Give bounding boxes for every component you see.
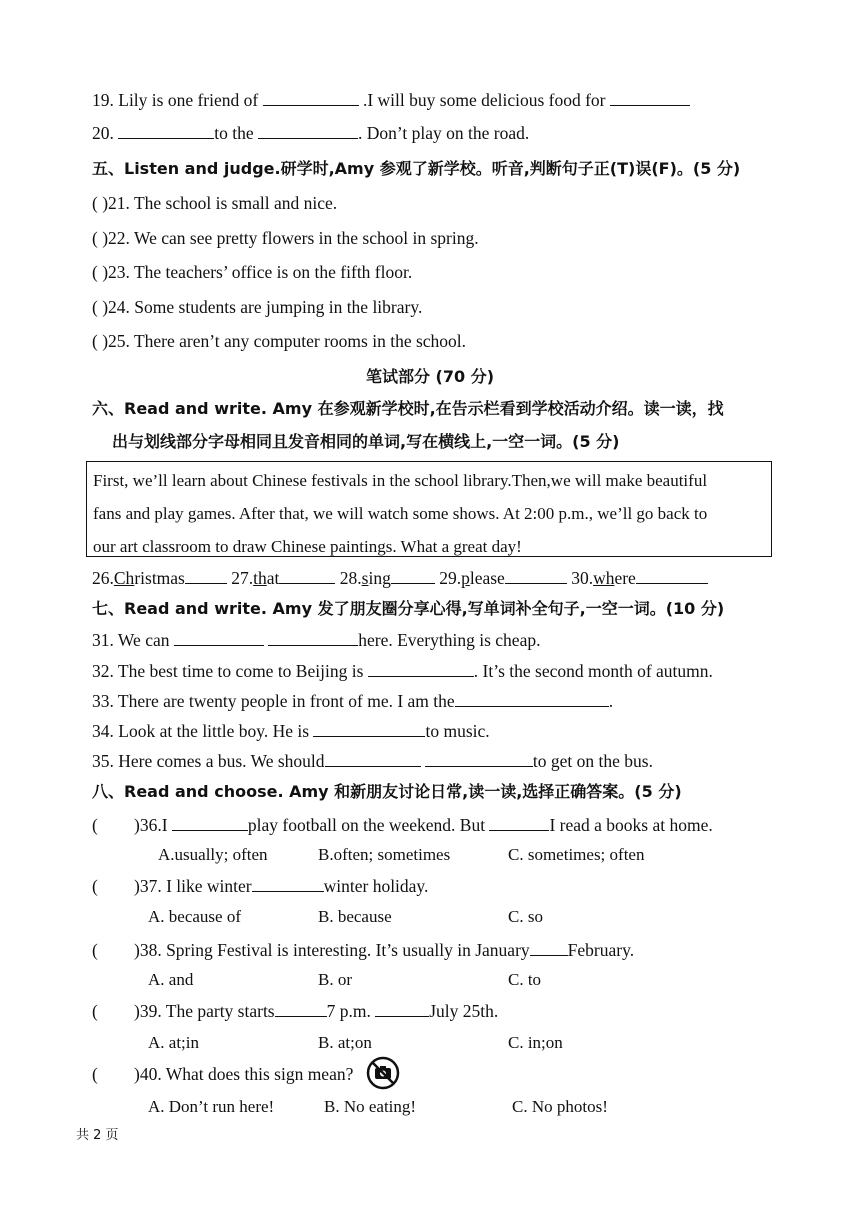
judge-item: ( )25. There aren’t any computer rooms in the school. <box>92 331 467 351</box>
question-40: ( )40. What does this sign mean? <box>92 1064 354 1084</box>
blank[interactable] <box>391 567 435 584</box>
blank[interactable] <box>425 750 533 767</box>
option-b[interactable]: B. No eating! <box>324 1097 417 1116</box>
notice-passage <box>86 461 772 557</box>
blank[interactable] <box>263 89 359 106</box>
section-6-heading-cont: 出与划线部分字母相同且发音相同的单词,写在横线上,一空一词。(5 分) <box>112 432 620 451</box>
option-c[interactable]: C. in;on <box>508 1033 563 1052</box>
section-7-heading: 七、Read and write. Amy 发了朋友圈分享心得,写单词补全句子,一空一词。(10 分) <box>92 599 725 618</box>
judge-item: ( )24. Some students are jumping in the library. <box>92 297 423 317</box>
blank[interactable] <box>268 629 358 646</box>
blank[interactable] <box>313 720 425 737</box>
blank[interactable] <box>258 122 358 139</box>
blank[interactable] <box>252 875 324 892</box>
judge-item: ( )23. The teachers’ office is on the fifth floor. <box>92 262 413 282</box>
word-row: 26.Christmas 27.that 28.sing 29.please 30.where <box>92 567 708 589</box>
option-a[interactable]: A. Don’t run here! <box>148 1097 275 1116</box>
option-a[interactable]: A. and <box>148 970 194 989</box>
question-35: 35. Here comes a bus. We should to get on the bus. <box>92 751 653 771</box>
question-36: ( )36.I play football on the weekend. But I read a books at home. <box>92 815 713 835</box>
question-19: 19. Lily is one friend of .I will buy some delicious food for <box>92 89 690 111</box>
blank[interactable] <box>530 939 568 956</box>
blank[interactable] <box>172 814 248 831</box>
written-part-title: 笔试部分 (70 分) <box>365 367 495 386</box>
option-c[interactable]: C. to <box>508 970 542 989</box>
blank[interactable] <box>279 567 335 584</box>
blank[interactable] <box>489 814 549 831</box>
blank[interactable] <box>636 567 708 584</box>
question-31: 31. We can here. Everything is cheap. <box>92 630 541 650</box>
blank[interactable] <box>275 1000 327 1017</box>
option-b[interactable]: B. at;on <box>318 1033 372 1052</box>
blank[interactable] <box>610 89 690 106</box>
blank[interactable] <box>375 1000 429 1017</box>
option-c[interactable]: C. No photos! <box>512 1097 608 1116</box>
blank[interactable] <box>368 660 474 677</box>
option-b[interactable]: B. or <box>318 970 352 989</box>
option-a[interactable]: A. at;in <box>148 1033 199 1052</box>
question-33: 33. There are twenty people in front of me. I am the . <box>92 691 614 711</box>
section-6-heading: 六、Read and write. Amy 在参观新学校时,在告示栏看到学校活动介绍。读一读，找 <box>92 399 724 418</box>
blank[interactable] <box>455 690 609 707</box>
no-photos-sign-icon <box>366 1056 400 1090</box>
section-8-heading: 八、Read and choose. Amy 和新朋友讨论日常,读一读,选择正确答案。(5 分) <box>92 782 682 801</box>
option-b[interactable]: B. because <box>318 907 392 926</box>
blank[interactable] <box>118 122 214 139</box>
passage-line: our art classroom to draw Chinese paintings. What a great day! <box>93 537 522 556</box>
passage-line: First, we’ll learn about Chinese festivals in the school library.Then,we will make beautiful <box>93 471 708 490</box>
section-5-heading: 五、Listen and judge.研学时,Amy 参观了新学校。听音,判断句子正(T)误(F)。(5 分) <box>92 159 741 178</box>
judge-item: ( )21. The school is small and nice. <box>92 193 338 213</box>
question-34: 34. Look at the little boy. He is to music. <box>92 721 490 741</box>
blank[interactable] <box>185 567 227 584</box>
option-a[interactable]: A.usually; often <box>158 845 268 864</box>
question-39: ( )39. The party starts 7 p.m. July 25th. <box>92 1001 499 1021</box>
page-footer: 共 2 页 <box>76 1128 119 1143</box>
option-a[interactable]: A. because of <box>148 907 241 926</box>
question-20: 20. to the . Don’t play on the road. <box>92 123 530 143</box>
blank[interactable] <box>505 567 567 584</box>
judge-item: ( )22. We can see pretty flowers in the school in spring. <box>92 228 479 248</box>
blank[interactable] <box>174 629 264 646</box>
option-b[interactable]: B.often; sometimes <box>318 845 451 864</box>
option-c[interactable]: C. so <box>508 907 543 926</box>
question-37: ( )37. I like winter winter holiday. <box>92 876 429 896</box>
blank[interactable] <box>325 750 421 767</box>
option-c[interactable]: C. sometimes; often <box>508 845 645 864</box>
question-32: 32. The best time to come to Beijing is . It’s the second month of autumn. <box>92 661 713 681</box>
question-38: ( )38. Spring Festival is interesting. It’s usually in January February. <box>92 940 635 960</box>
passage-line: fans and play games. After that, we will watch some shows. At 2:00 p.m., we’ll go back to <box>93 504 708 523</box>
